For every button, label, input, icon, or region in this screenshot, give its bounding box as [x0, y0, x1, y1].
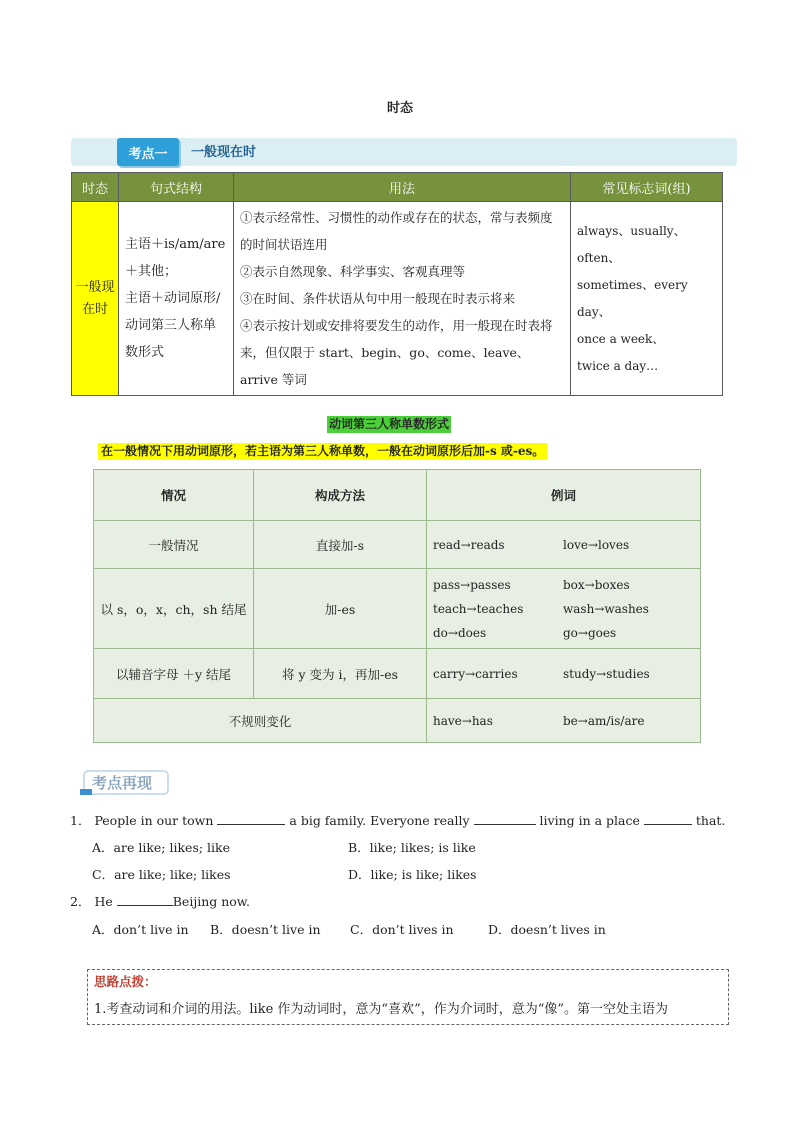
table-row: [94, 649, 701, 699]
examples-cell: [427, 569, 701, 649]
header-examples: 例词: [427, 470, 701, 521]
tense-table-row: [72, 202, 723, 396]
question-2: [70, 892, 250, 910]
answer-blank[interactable]: [217, 812, 285, 825]
header-structure: 句式结构: [119, 173, 234, 202]
usage-item: ④表示按计划或安排将要发生的动作，用一般现在时表将来，但仅限于 start、begin、go、come、leave、arrive 等词: [240, 318, 553, 387]
usage-item: ③在时间、条件状语从句中用一般现在时表示将来: [240, 291, 516, 306]
structure-line: 主语＋is/am/are＋其他；: [125, 237, 226, 279]
verb-table-header: [94, 470, 701, 521]
tense-table: [71, 172, 723, 396]
header-method: 构成方法: [254, 470, 427, 521]
question-text: that.: [695, 813, 726, 828]
example-word: pass→passes: [433, 577, 511, 592]
verb-section-heading: 动词第三人称单数形式: [329, 417, 450, 431]
hint-title: 思路点拨：: [94, 974, 157, 989]
header-signals: 常见标志词(组): [571, 173, 723, 202]
page-title: 时态: [386, 101, 413, 116]
tense-table-header: [72, 173, 723, 202]
signal-line: once a week、: [577, 331, 665, 346]
answer-blank[interactable]: [644, 812, 692, 825]
option-c[interactable]: C．are like; like; likes: [92, 867, 231, 882]
section-badge: 考点一: [117, 138, 179, 166]
example-word: study→studies: [563, 666, 650, 681]
structure-line: 主语＋动词原形/动词第三人称单数形式: [125, 291, 221, 360]
examples-cell: [427, 699, 701, 743]
question-text: People in our town: [94, 813, 214, 828]
structure-cell: [119, 202, 234, 396]
case-cell: 一般情况: [94, 521, 254, 569]
table-row: [94, 521, 701, 569]
example-word: box→boxes: [563, 577, 630, 592]
verb-table: [93, 469, 701, 743]
example-word: do→does: [433, 625, 487, 640]
option-b[interactable]: B．doesn’t live in: [210, 922, 321, 937]
verb-rule: 在一般情况下用动词原形，若主语为第三人称单数，一般在动词原形后加-s 或-es。: [98, 443, 547, 460]
example-word: read→reads: [433, 537, 505, 552]
usage-item: ②表示自然现象、科学事实、客观真理等: [240, 264, 466, 279]
usage-item: ①表示经常性、习惯性的动作或存在的状态，常与表频度的时间状语连用: [240, 210, 553, 252]
kaodian-text: 考点再现: [92, 774, 153, 792]
method-cell: 直接加-s: [254, 521, 427, 569]
case-cell: 以辅音字母 ＋y 结尾: [94, 649, 254, 699]
signals-cell: [571, 202, 723, 396]
question-text: living in a place: [539, 813, 640, 828]
signal-line: twice a day…: [577, 358, 659, 373]
method-cell: 加-es: [254, 569, 427, 649]
case-cell: 不规则变化: [94, 699, 427, 743]
option-d[interactable]: D．like; is like; likes: [348, 867, 477, 882]
kaodian-badge-icon: [78, 769, 170, 797]
examples-cell: [427, 521, 701, 569]
table-row: [94, 569, 701, 649]
table-row: [94, 699, 701, 743]
question-1: [70, 811, 725, 829]
option-b[interactable]: B．like; likes; is like: [348, 840, 476, 855]
usage-cell: [234, 202, 571, 396]
header-usage: 用法: [234, 173, 571, 202]
example-word: go→goes: [563, 625, 617, 640]
question-number: 1．: [70, 813, 91, 828]
example-word: love→loves: [563, 537, 630, 552]
option-a[interactable]: A．don’t live in: [92, 922, 189, 937]
example-word: have→has: [433, 713, 493, 728]
hint-text: 1.考查动词和介词的用法。like 作为动词时，意为“喜欢”，作为介词时，意为“像”。第一空处主语为: [94, 1002, 669, 1017]
example-word: wash→washes: [563, 601, 649, 616]
question-text: a big family. Everyone really: [289, 813, 470, 828]
option-c[interactable]: C．don’t lives in: [350, 922, 454, 937]
examples-cell: [427, 649, 701, 699]
example-word: carry→carries: [433, 666, 518, 681]
header-case: 情况: [94, 470, 254, 521]
example-word: be→am/is/are: [563, 713, 645, 728]
example-word: teach→teaches: [433, 601, 524, 616]
section-heading: 一般现在时: [191, 145, 257, 160]
option-d[interactable]: D．doesn’t lives in: [488, 922, 606, 937]
method-cell: 将 y 变为 i，再加-es: [254, 649, 427, 699]
answer-blank[interactable]: [117, 893, 173, 906]
case-cell: 以 s，o，x，ch，sh 结尾: [94, 569, 254, 649]
question-text: He: [94, 894, 113, 909]
question-text: Beijing now.: [172, 894, 250, 909]
header-tense: 时态: [72, 173, 119, 202]
kaodian-label: [78, 769, 170, 796]
question-number: 2．: [70, 894, 91, 909]
option-a[interactable]: A．are like; likes; like: [92, 840, 231, 855]
tense-name: 一般现在时: [72, 202, 119, 396]
signal-line: always、usually、often、: [577, 223, 686, 265]
signal-line: sometimes、every day、: [577, 277, 688, 319]
answer-blank[interactable]: [474, 812, 536, 825]
